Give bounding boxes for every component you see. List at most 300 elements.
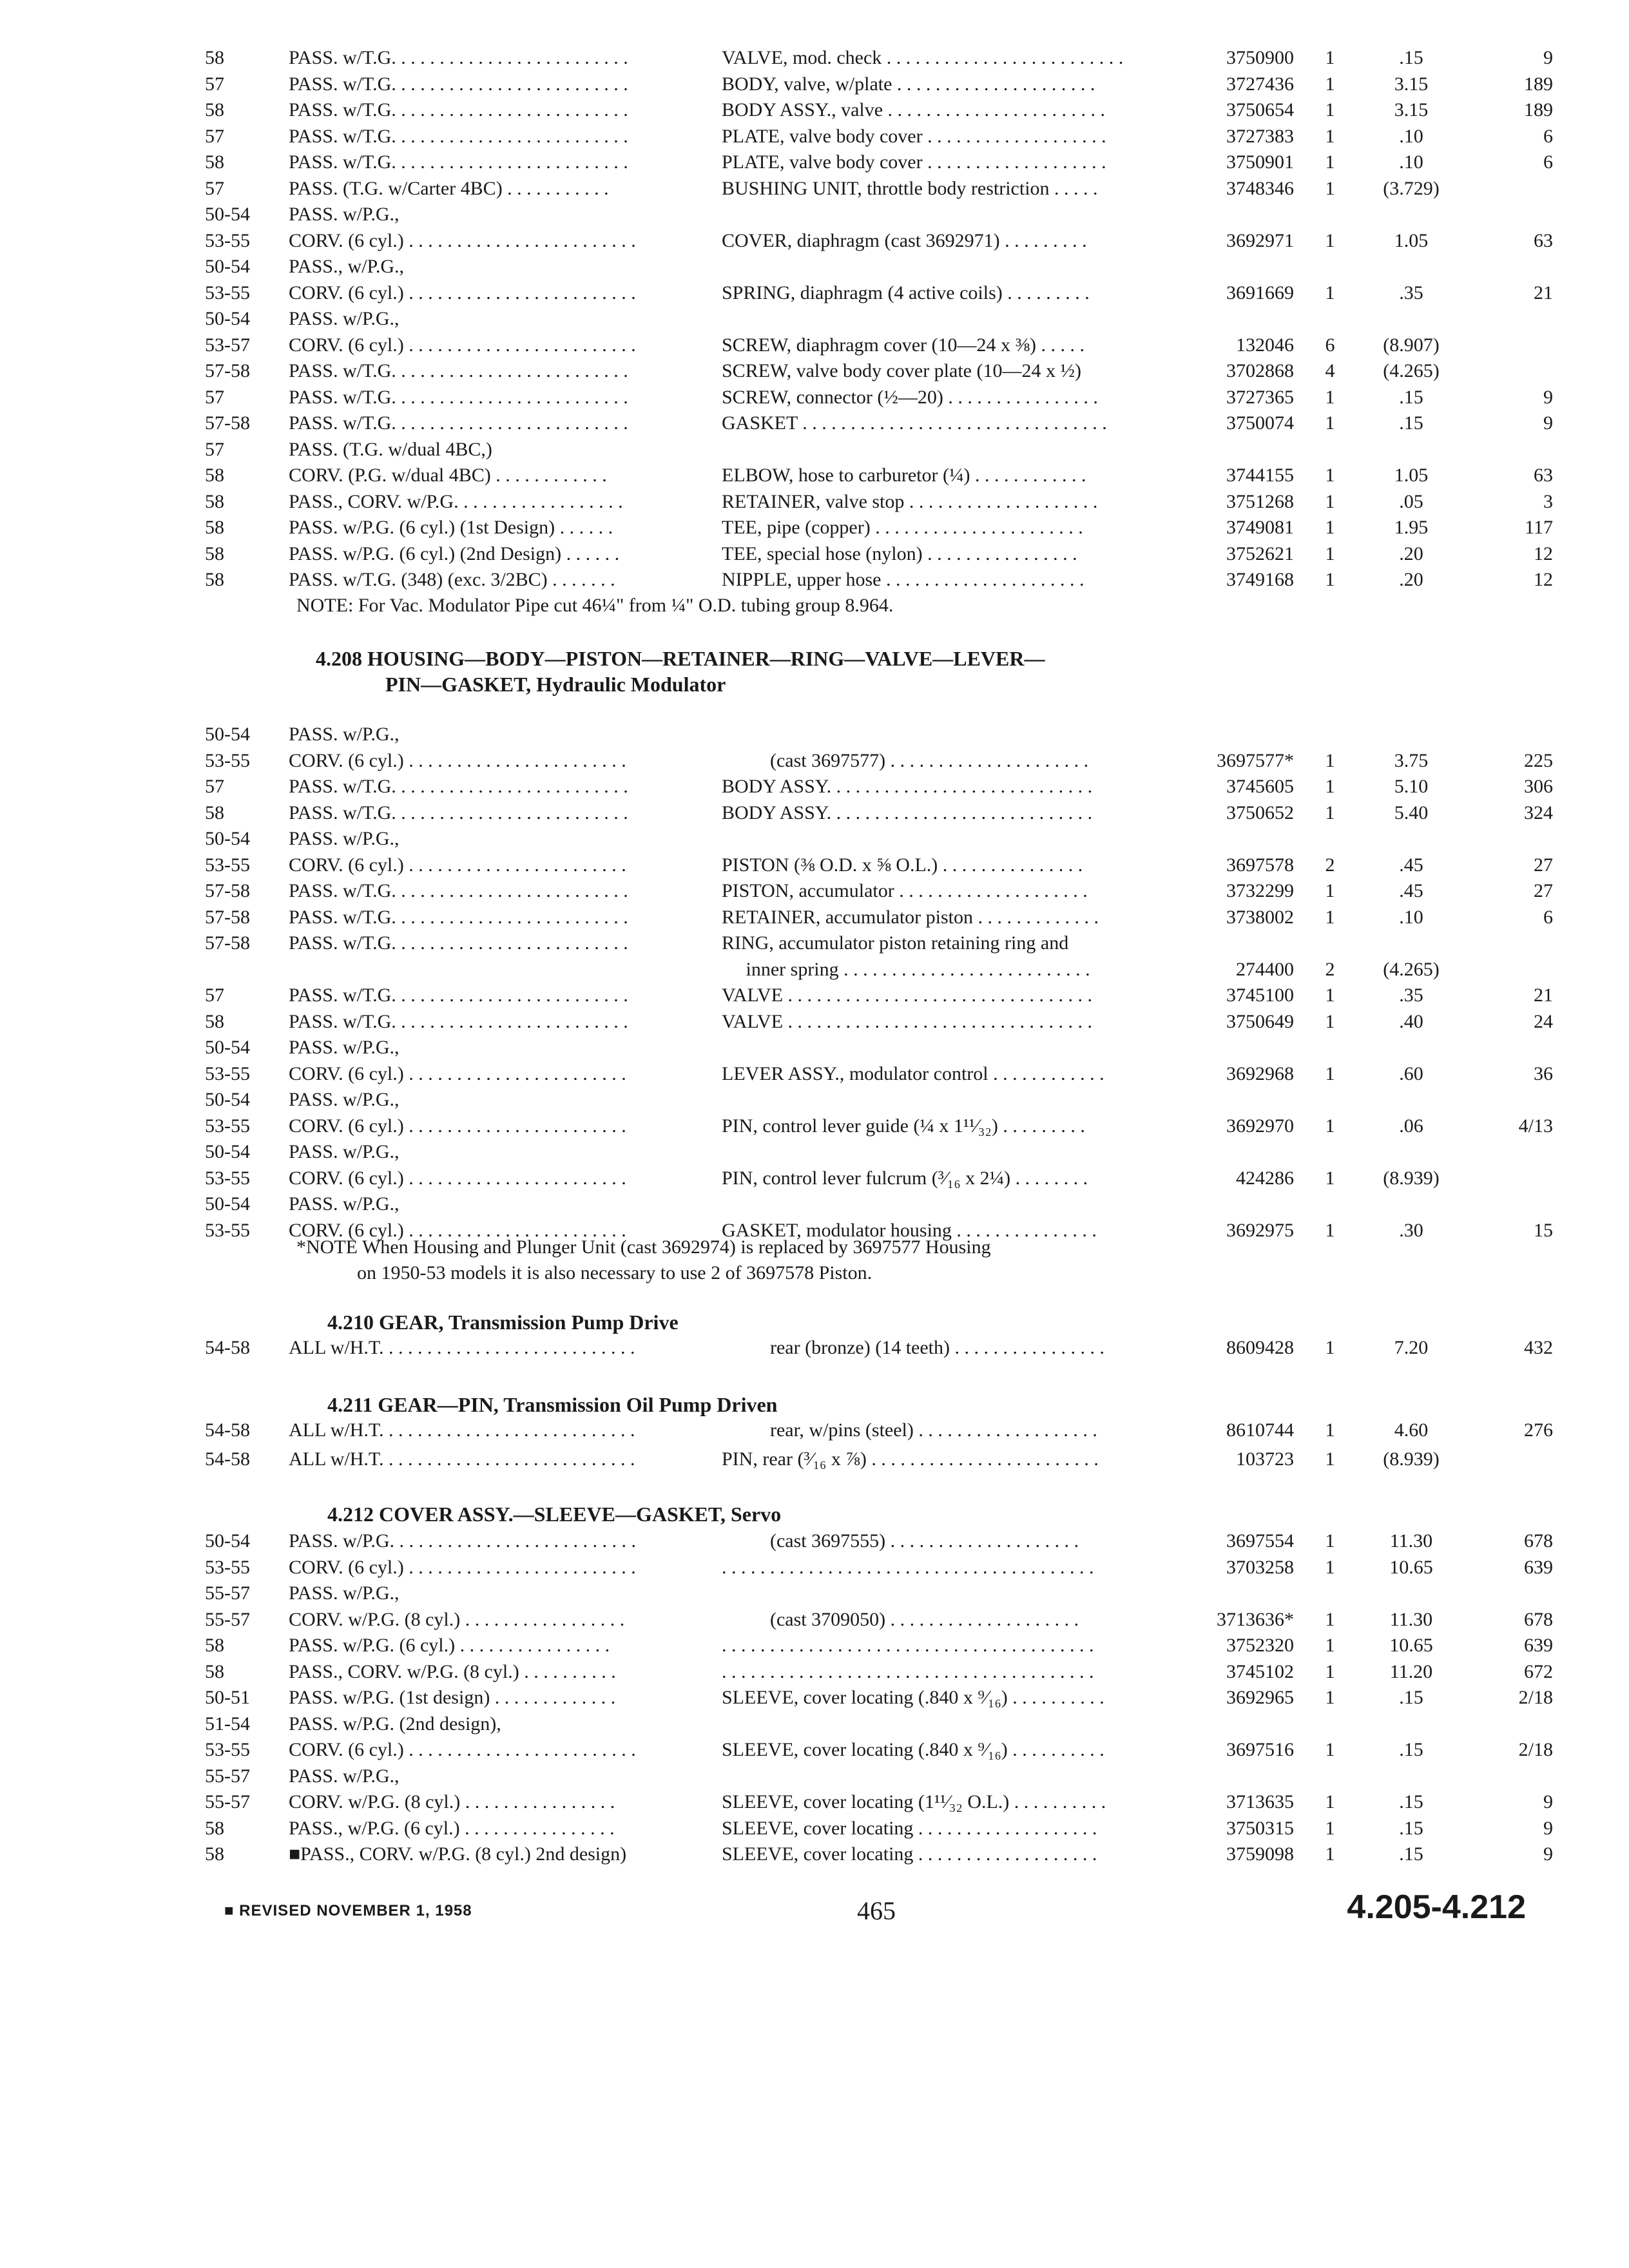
- part-yr: 54-58: [205, 1419, 250, 1441]
- part-num: 3744155: [1226, 465, 1294, 486]
- part-wt: 12: [1534, 569, 1553, 590]
- part-wt: 9: [1543, 1791, 1553, 1812]
- part-yr: 50-54: [205, 1193, 250, 1215]
- part-wt: 24: [1534, 1010, 1553, 1032]
- part-num: 3759098: [1226, 1843, 1294, 1865]
- part-qty: 1: [1325, 412, 1335, 434]
- part-app: CORV. (6 cyl.) . . . . . . . . . . . . . . . . . . . . . . .: [289, 1167, 626, 1189]
- part-desc: ELBOW, hose to carburetor (¼) . . . . . . . . . . . .: [722, 465, 1086, 486]
- part-app: PASS. w/P.G.,: [289, 1037, 400, 1058]
- part-price: 1.05: [1394, 465, 1429, 486]
- part-app: PASS. w/T.G. . . . . . . . . . . . . . . . . . . . . . . . .: [289, 985, 628, 1006]
- part-row: [0, 1789, 1629, 1815]
- part-num: 3691669: [1226, 282, 1294, 303]
- part-price: .45: [1399, 880, 1423, 901]
- part-row: [0, 852, 1629, 878]
- part-app: PASS. w/T.G. . . . . . . . . . . . . . . . . . . . . . . . .: [289, 906, 628, 928]
- part-row: [0, 1446, 1629, 1472]
- part-app: PASS. w/T.G. . . . . . . . . . . . . . . . . . . . . . . . .: [289, 802, 628, 823]
- part-price: .15: [1399, 386, 1423, 408]
- part-desc: SLEEVE, cover locating (1¹¹⁄₃₂ O.L.) . . . . . . . . . .: [722, 1791, 1106, 1812]
- part-qty: 1: [1325, 1219, 1335, 1241]
- part-yr: 53-55: [205, 282, 250, 303]
- part-wt: 306: [1524, 776, 1553, 797]
- part-num: 3750900: [1226, 47, 1294, 68]
- part-num: 3750901: [1226, 151, 1294, 173]
- part-app: CORV. (6 cyl.) . . . . . . . . . . . . . . . . . . . . . . .: [289, 749, 626, 771]
- part-app: CORV. (6 cyl.) . . . . . . . . . . . . . . . . . . . . . . .: [289, 1062, 626, 1084]
- part-price: 11.20: [1389, 1660, 1433, 1682]
- part-price: (4.265): [1383, 958, 1440, 980]
- part-qty: 1: [1325, 776, 1335, 797]
- part-app: CORV. (6 cyl.) . . . . . . . . . . . . . . . . . . . . . . .: [289, 854, 626, 876]
- note-housing-plunger-1: *NOTE When Housing and Plunger Unit (cast 3692974) is replaced by 3697577 Housing: [296, 1236, 991, 1258]
- part-price: 3.75: [1394, 749, 1429, 771]
- part-app: PASS., CORV. w/P.G. (8 cyl.) . . . . . . . . . .: [289, 1660, 616, 1682]
- part-num: 8609428: [1226, 1337, 1294, 1358]
- part-desc: BODY ASSY., valve . . . . . . . . . . . . . . . . . . . . . . .: [722, 99, 1106, 120]
- part-desc: LEVER ASSY., modulator control . . . . . . . . . . . .: [722, 1062, 1104, 1084]
- part-row: [0, 1633, 1629, 1658]
- section-heading-4211: 4.211 GEAR—PIN, Transmission Oil Pump Driven: [327, 1393, 778, 1416]
- part-qty: 1: [1325, 1419, 1335, 1441]
- part-price: .15: [1399, 47, 1423, 68]
- part-app: PASS. w/P.G.,: [289, 1582, 400, 1604]
- part-row: [0, 1607, 1629, 1633]
- part-desc: PLATE, valve body cover . . . . . . . . . . . . . . . . . . .: [722, 151, 1106, 173]
- part-row: [0, 1528, 1629, 1554]
- part-app: CORV. (6 cyl.) . . . . . . . . . . . . . . . . . . . . . . . .: [289, 334, 636, 356]
- part-yr: 58: [205, 490, 224, 512]
- part-desc: GASKET . . . . . . . . . . . . . . . . . . . . . . . . . . . . . . . .: [722, 412, 1107, 434]
- part-yr: 53-55: [205, 1062, 250, 1084]
- part-desc: PISTON, accumulator . . . . . . . . . . . . . . . . . . . .: [722, 880, 1088, 901]
- part-num: 3751268: [1226, 490, 1294, 512]
- part-app: PASS. (T.G. w/dual 4BC,): [289, 438, 492, 460]
- part-qty: 1: [1325, 569, 1335, 590]
- part-yr: 51-54: [205, 1713, 250, 1735]
- part-yr: 57: [205, 177, 224, 199]
- part-yr: 58: [205, 569, 224, 590]
- part-qty: 1: [1325, 73, 1335, 95]
- part-yr: 57-58: [205, 412, 250, 434]
- part-app: PASS. w/T.G. . . . . . . . . . . . . . . . . . . . . . . . .: [289, 99, 628, 120]
- part-qty: 1: [1325, 229, 1335, 251]
- part-wt: 12: [1534, 543, 1553, 564]
- part-desc: SLEEVE, cover locating . . . . . . . . . . . . . . . . . . .: [722, 1817, 1097, 1839]
- part-yr: 55-57: [205, 1791, 250, 1812]
- part-num: 3738002: [1226, 906, 1294, 928]
- part-desc: SCREW, connector (½—20) . . . . . . . . . . . . . . . .: [722, 386, 1098, 408]
- part-row: [0, 1061, 1629, 1087]
- part-price: .15: [1399, 1739, 1423, 1760]
- part-wt: 6: [1543, 125, 1553, 147]
- part-yr: 57-58: [205, 880, 250, 901]
- part-num: 3752320: [1226, 1635, 1294, 1656]
- part-yr: 57: [205, 125, 224, 147]
- part-yr: 57: [205, 438, 224, 460]
- part-wt: 6: [1543, 906, 1553, 928]
- part-yr: 57-58: [205, 906, 250, 928]
- part-qty: 1: [1325, 985, 1335, 1006]
- part-wt: 678: [1524, 1608, 1553, 1630]
- page-number: 465: [857, 1896, 896, 1925]
- part-row: [0, 97, 1629, 123]
- part-yr: 50-54: [205, 724, 250, 745]
- part-desc: PIN, rear (³⁄₁₆ x ⅞) . . . . . . . . . . . . . . . . . . . . . . . .: [722, 1448, 1099, 1470]
- part-yr: 53-55: [205, 1739, 250, 1760]
- part-qty: 1: [1325, 99, 1335, 120]
- part-qty: 2: [1325, 958, 1335, 980]
- part-wt: 117: [1525, 517, 1553, 538]
- part-yr: 57: [205, 73, 224, 95]
- part-num: 3692971: [1226, 229, 1294, 251]
- part-price: 10.65: [1389, 1556, 1433, 1578]
- part-wt: 9: [1543, 1817, 1553, 1839]
- part-num: 3697554: [1226, 1530, 1294, 1552]
- part-num: 8610744: [1226, 1419, 1294, 1441]
- part-app: PASS. w/P.G.,: [289, 204, 400, 225]
- part-yr: 58: [205, 465, 224, 486]
- part-wt: 2/18: [1518, 1687, 1553, 1708]
- note-vac-modulator: NOTE: For Vac. Modulator Pipe cut 46¼" from ¼" O.D. tubing group 8.964.: [296, 595, 894, 616]
- part-num: 3692968: [1226, 1062, 1294, 1084]
- part-desc: BUSHING UNIT, throttle body restriction . . . . .: [722, 177, 1098, 199]
- part-num: 3727436: [1226, 73, 1294, 95]
- part-row: [0, 489, 1629, 515]
- part-price: 1.95: [1394, 517, 1429, 538]
- part-price: .20: [1399, 543, 1423, 564]
- part-desc: (cast 3709050) . . . . . . . . . . . . . . . . . . . .: [722, 1608, 1079, 1630]
- part-price: .35: [1399, 282, 1423, 303]
- part-num: 3692965: [1226, 1687, 1294, 1708]
- part-price: 5.40: [1394, 802, 1429, 823]
- part-num: 3713635: [1226, 1791, 1294, 1812]
- part-num: 3692970: [1226, 1115, 1294, 1137]
- part-row: [0, 280, 1629, 306]
- part-app: ALL w/H.T. . . . . . . . . . . . . . . . . . . . . . . . . . .: [289, 1337, 635, 1358]
- part-row: [0, 567, 1629, 593]
- part-app: PASS. w/P.G.,: [289, 724, 400, 745]
- section-heading-4208: 4.208 HOUSING—BODY—PISTON—RETAINER—RING—VALVE—LEVER—: [316, 647, 1045, 670]
- part-qty: 1: [1325, 1530, 1335, 1552]
- part-row: [0, 1659, 1629, 1685]
- part-price: .15: [1399, 412, 1423, 434]
- part-app: PASS. w/P.G.,: [289, 308, 400, 329]
- part-row: [0, 306, 1629, 332]
- part-row: [0, 1191, 1629, 1217]
- part-num: 3750649: [1226, 1010, 1294, 1032]
- part-row: [0, 515, 1629, 541]
- part-app: PASS. w/P.G.,: [289, 1141, 400, 1162]
- part-wt: 189: [1524, 73, 1553, 95]
- part-yr: 58: [205, 1660, 224, 1682]
- part-price: 3.15: [1394, 73, 1429, 95]
- part-desc: . . . . . . . . . . . . . . . . . . . . . . . . . . . . . . . . . . . . . . .: [722, 1635, 1094, 1656]
- part-num: 3697577*: [1217, 749, 1294, 771]
- part-yr: 57: [205, 985, 224, 1006]
- part-desc: rear, w/pins (steel) . . . . . . . . . . . . . . . . . . .: [722, 1419, 1097, 1441]
- part-price: 11.30: [1389, 1608, 1433, 1630]
- part-row: [0, 905, 1629, 930]
- part-app: CORV. (6 cyl.) . . . . . . . . . . . . . . . . . . . . . . .: [289, 1115, 626, 1137]
- part-wt: 3: [1543, 490, 1553, 512]
- part-desc: GASKET, modulator housing . . . . . . . . . . . . . . .: [722, 1219, 1097, 1241]
- part-num: 3727365: [1226, 386, 1294, 408]
- part-wt: 6: [1543, 151, 1553, 173]
- part-qty: 1: [1325, 1608, 1335, 1630]
- part-yr: 50-54: [205, 1089, 250, 1110]
- part-app: PASS. w/P.G.,: [289, 828, 400, 849]
- part-num: 3697516: [1226, 1739, 1294, 1760]
- part-price: 7.20: [1394, 1337, 1429, 1358]
- part-desc: COVER, diaphragm (cast 3692971) . . . . . . . . .: [722, 229, 1087, 251]
- part-app: ■PASS., CORV. w/P.G. (8 cyl.) 2nd design): [289, 1843, 627, 1865]
- part-wt: 2/18: [1518, 1739, 1553, 1760]
- part-desc: RING, accumulator piston retaining ring and: [722, 932, 1069, 954]
- part-row: [0, 1139, 1629, 1165]
- part-app: PASS. w/P.G. (6 cyl.) (2nd Design) . . . . . .: [289, 543, 620, 564]
- part-yr: 50-51: [205, 1687, 250, 1708]
- part-yr: 58: [205, 47, 224, 68]
- section-heading-4210: 4.210 GEAR, Transmission Pump Drive: [327, 1311, 679, 1334]
- part-wt: 9: [1543, 47, 1553, 68]
- part-qty: 1: [1325, 1337, 1335, 1358]
- part-desc: . . . . . . . . . . . . . . . . . . . . . . . . . . . . . . . . . . . . . . .: [722, 1556, 1094, 1578]
- part-price: 11.30: [1389, 1530, 1433, 1552]
- part-row: [0, 1763, 1629, 1789]
- part-app: CORV. w/P.G. (8 cyl.) . . . . . . . . . . . . . . . .: [289, 1791, 615, 1812]
- part-num: 3703258: [1226, 1556, 1294, 1578]
- part-qty: 1: [1325, 151, 1335, 173]
- part-app: PASS. w/T.G. . . . . . . . . . . . . . . . . . . . . . . . .: [289, 1010, 628, 1032]
- part-qty: 1: [1325, 1817, 1335, 1839]
- part-qty: 1: [1325, 1167, 1335, 1189]
- part-app: PASS. w/T.G. . . . . . . . . . . . . . . . . . . . . . . . .: [289, 47, 628, 68]
- part-desc: PIN, control lever guide (¼ x 1¹¹⁄₃₂) . . . . . . . . .: [722, 1115, 1085, 1137]
- part-qty: 1: [1325, 1687, 1335, 1708]
- part-price: 4.60: [1394, 1419, 1429, 1441]
- part-row: [0, 722, 1629, 747]
- part-wt: 15: [1534, 1219, 1553, 1241]
- part-desc: SLEEVE, cover locating . . . . . . . . . . . . . . . . . . .: [722, 1843, 1097, 1865]
- part-row: [0, 124, 1629, 149]
- part-wt: 63: [1534, 465, 1553, 486]
- part-app: PASS. w/P.G.,: [289, 1089, 400, 1110]
- part-row: [0, 202, 1629, 227]
- part-yr: 50-54: [205, 204, 250, 225]
- part-num: 3752621: [1226, 543, 1294, 564]
- part-app: CORV. (6 cyl.) . . . . . . . . . . . . . . . . . . . . . . . .: [289, 1739, 636, 1760]
- part-yr: 58: [205, 99, 224, 120]
- part-yr: 55-57: [205, 1608, 250, 1630]
- part-desc: BODY, valve, w/plate . . . . . . . . . . . . . . . . . . . . .: [722, 73, 1095, 95]
- part-desc: PISTON (⅜ O.D. x ⅝ O.L.) . . . . . . . . . . . . . . .: [722, 854, 1083, 876]
- part-desc: BODY ASSY. . . . . . . . . . . . . . . . . . . . . . . . . . . .: [722, 776, 1093, 797]
- part-qty: 1: [1325, 386, 1335, 408]
- part-desc: PLATE, valve body cover . . . . . . . . . . . . . . . . . . .: [722, 125, 1106, 147]
- part-num: 424286: [1236, 1167, 1294, 1189]
- part-app: ALL w/H.T. . . . . . . . . . . . . . . . . . . . . . . . . . .: [289, 1448, 635, 1470]
- part-desc: . . . . . . . . . . . . . . . . . . . . . . . . . . . . . . . . . . . . . . .: [722, 1660, 1094, 1682]
- part-num: 3750074: [1226, 412, 1294, 434]
- part-app: PASS. w/T.G. . . . . . . . . . . . . . . . . . . . . . . . .: [289, 360, 628, 381]
- part-qty: 6: [1325, 334, 1335, 356]
- part-qty: 1: [1325, 906, 1335, 928]
- part-desc: SCREW, diaphragm cover (10—24 x ⅜) . . . . .: [722, 334, 1084, 356]
- part-wt: 4/13: [1518, 1115, 1553, 1137]
- part-row: [0, 228, 1629, 254]
- part-num: 3748346: [1226, 177, 1294, 199]
- part-num: 274400: [1236, 958, 1294, 980]
- part-qty: 1: [1325, 1010, 1335, 1032]
- part-wt: 324: [1524, 802, 1553, 823]
- part-price: .45: [1399, 854, 1423, 876]
- part-row: [0, 748, 1629, 774]
- part-num: 132046: [1236, 334, 1294, 356]
- part-row: [0, 1113, 1629, 1139]
- part-wt: 27: [1534, 854, 1553, 876]
- part-yr: 50-54: [205, 1037, 250, 1058]
- part-yr: 58: [205, 543, 224, 564]
- part-qty: 1: [1325, 517, 1335, 538]
- part-row: [0, 332, 1629, 358]
- part-num: 3749168: [1226, 569, 1294, 590]
- part-price: .40: [1399, 1010, 1423, 1032]
- part-desc: (cast 3697555) . . . . . . . . . . . . . . . . . . . .: [722, 1530, 1079, 1552]
- part-app: PASS., w/P.G.,: [289, 256, 404, 277]
- part-app: PASS. w/T.G. . . . . . . . . . . . . . . . . . . . . . . . .: [289, 932, 628, 954]
- part-wt: 9: [1543, 1843, 1553, 1865]
- part-wt: 225: [1524, 749, 1553, 771]
- part-app: PASS. w/T.G. (348) (exc. 3/2BC) . . . . . . .: [289, 569, 615, 590]
- part-app: PASS. w/P.G. (6 cyl.) (1st Design) . . . . . .: [289, 517, 613, 538]
- part-price: (3.729): [1383, 177, 1440, 199]
- part-row: [0, 463, 1629, 488]
- part-price: .15: [1399, 1791, 1423, 1812]
- part-yr: 53-55: [205, 1167, 250, 1189]
- part-yr: 58: [205, 151, 224, 173]
- part-row: [0, 1166, 1629, 1191]
- part-row: [0, 1418, 1629, 1443]
- part-price: .15: [1399, 1817, 1423, 1839]
- part-row: [0, 149, 1629, 175]
- part-price: (8.907): [1383, 334, 1440, 356]
- part-row: [0, 774, 1629, 800]
- part-row: [0, 385, 1629, 410]
- part-app: PASS. w/P.G.,: [289, 1765, 400, 1787]
- part-app: PASS. w/P.G. (1st design) . . . . . . . . . . . . .: [289, 1687, 616, 1708]
- part-row: [0, 1009, 1629, 1035]
- revised-date: ■ REVISED NOVEMBER 1, 1958: [224, 1902, 472, 1919]
- part-wt: 189: [1524, 99, 1553, 120]
- part-row: [0, 983, 1629, 1008]
- part-yr: 58: [205, 1843, 224, 1865]
- part-wt: 639: [1524, 1556, 1553, 1578]
- part-row: [0, 1841, 1629, 1867]
- part-num: 3697578: [1226, 854, 1294, 876]
- part-desc: VALVE . . . . . . . . . . . . . . . . . . . . . . . . . . . . . . . .: [722, 985, 1093, 1006]
- part-price: .20: [1399, 569, 1423, 590]
- part-qty: 1: [1325, 177, 1335, 199]
- part-qty: 1: [1325, 749, 1335, 771]
- part-desc: rear (bronze) (14 teeth) . . . . . . . . . . . . . . . .: [722, 1337, 1104, 1358]
- part-row: [0, 437, 1629, 463]
- part-app: PASS. w/T.G. . . . . . . . . . . . . . . . . . . . . . . . .: [289, 412, 628, 434]
- part-row: [0, 1035, 1629, 1061]
- part-row: [0, 358, 1629, 384]
- part-yr: 50-54: [205, 1530, 250, 1552]
- part-desc: SCREW, valve body cover plate (10—24 x ½): [722, 360, 1081, 381]
- part-yr: 53-55: [205, 854, 250, 876]
- part-app: PASS. w/T.G. . . . . . . . . . . . . . . . . . . . . . . . .: [289, 73, 628, 95]
- part-price: .15: [1399, 1843, 1423, 1865]
- part-desc: VALVE, mod. check . . . . . . . . . . . . . . . . . . . . . . . . .: [722, 47, 1124, 68]
- part-qty: 1: [1325, 1739, 1335, 1760]
- part-num: 3727383: [1226, 125, 1294, 147]
- part-num: 3750315: [1226, 1817, 1294, 1839]
- part-num: 3745605: [1226, 776, 1294, 797]
- part-price: .30: [1399, 1219, 1423, 1241]
- part-qty: 1: [1325, 1843, 1335, 1865]
- part-qty: 1: [1325, 1062, 1335, 1084]
- part-price: .60: [1399, 1062, 1423, 1084]
- part-wt: 21: [1534, 282, 1553, 303]
- part-yr: 50-54: [205, 828, 250, 849]
- part-yr: 53-55: [205, 1115, 250, 1137]
- part-yr: 58: [205, 802, 224, 823]
- part-yr: 54-58: [205, 1337, 250, 1358]
- part-yr: 54-58: [205, 1448, 250, 1470]
- part-row: [0, 72, 1629, 97]
- part-wt: 21: [1534, 985, 1553, 1006]
- part-num: 3750654: [1226, 99, 1294, 120]
- part-desc: (cast 3697577) . . . . . . . . . . . . . . . . . . . . .: [722, 749, 1089, 771]
- part-app: CORV. (6 cyl.) . . . . . . . . . . . . . . . . . . . . . . . .: [289, 282, 636, 303]
- part-qty: 1: [1325, 543, 1335, 564]
- part-row: [0, 410, 1629, 436]
- part-price: .10: [1399, 151, 1423, 173]
- part-num: 3750652: [1226, 802, 1294, 823]
- part-qty: 1: [1325, 1635, 1335, 1656]
- part-price: .35: [1399, 985, 1423, 1006]
- part-row: [0, 930, 1629, 956]
- part-wt: 63: [1534, 229, 1553, 251]
- part-num: 103723: [1236, 1448, 1294, 1470]
- part-qty: 1: [1325, 282, 1335, 303]
- part-qty: 1: [1325, 1791, 1335, 1812]
- part-row: [0, 1555, 1629, 1581]
- part-yr: 58: [205, 1817, 224, 1839]
- part-wt: 678: [1524, 1530, 1553, 1552]
- part-num: 3702868: [1226, 360, 1294, 381]
- part-wt: 27: [1534, 880, 1553, 901]
- part-wt: 9: [1543, 386, 1553, 408]
- part-yr: 57: [205, 776, 224, 797]
- part-price: .15: [1399, 1687, 1423, 1708]
- part-row: [0, 878, 1629, 904]
- part-desc: BODY ASSY. . . . . . . . . . . . . . . . . . . . . . . . . . . .: [722, 802, 1093, 823]
- part-num: 3745102: [1226, 1660, 1294, 1682]
- part-wt: 639: [1524, 1635, 1553, 1656]
- part-row: [0, 1685, 1629, 1711]
- part-row: [0, 1737, 1629, 1763]
- part-row: [0, 254, 1629, 280]
- part-yr: 50-54: [205, 1141, 250, 1162]
- part-qty: 1: [1325, 1660, 1335, 1682]
- part-desc: VALVE . . . . . . . . . . . . . . . . . . . . . . . . . . . . . . . .: [722, 1010, 1093, 1032]
- part-price: (8.939): [1383, 1167, 1440, 1189]
